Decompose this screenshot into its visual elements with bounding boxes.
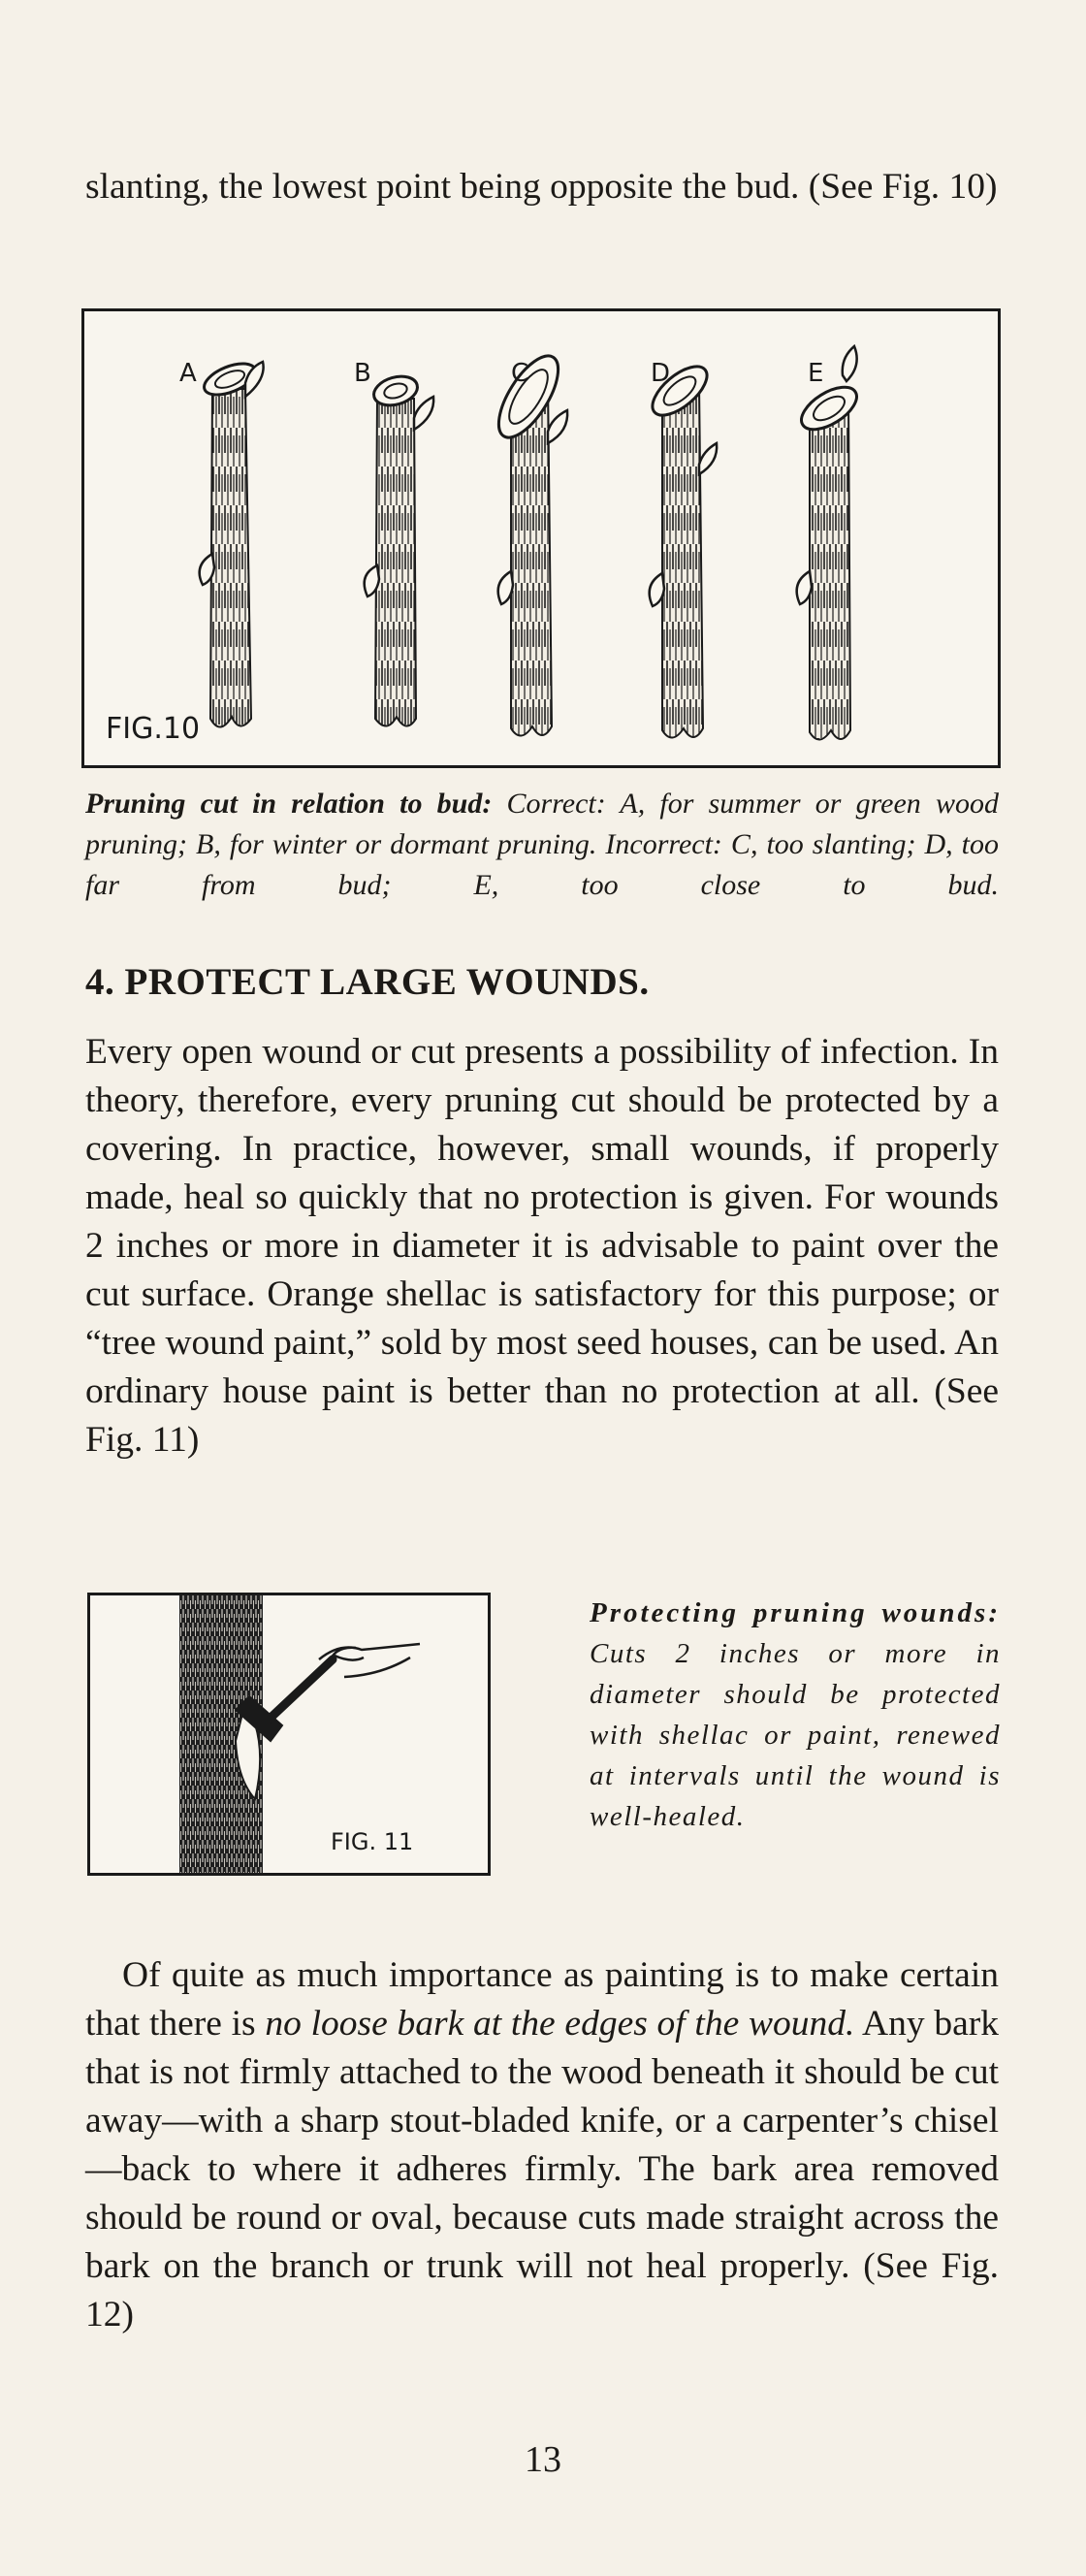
paragraph-loose-bark-start: Of quite as much importance as painting is to make certain that there is [85, 1955, 999, 2044]
tree-trunk [179, 1595, 263, 1873]
painting-wound-illustration [90, 1595, 488, 1873]
letter-b: B [354, 359, 371, 388]
branch-b [365, 371, 434, 725]
figure-10-label: FIG.10 [106, 712, 201, 746]
branch-e [794, 346, 863, 740]
paragraph-loose-bark-end: Any bark that is not firmly attached to the wood beneath it should be cut away—with a sharp stout-bladed knife, or a carpenter’s chisel—back to where it adheres firmly. The bark area removed should be round or oval, because cuts made straight across the bark on the branch or trunk will not heal properly. (See Fig. 12) [85, 2004, 999, 2334]
paragraph-protect-wounds: Every open wound or cut presents a possibility of infection. In theory, therefore, every pruning cut should be protected by a covering. In practice, however, small wounds, if properly made, heal so quickly that no protection is given. For wounds 2 inches or more in diameter it is advisable to paint over the cut surface. Orange shellac is satisfactory for this purpose; or “tree wound paint,” sold by most seed houses, can be used. An ordinary house paint is better than no protection at all. (See Fig. 11) [85, 1032, 999, 1460]
pruning-cuts-illustration [84, 311, 998, 765]
figure-10-caption [85, 784, 999, 906]
branch-c [488, 347, 570, 736]
figure-10-caption-lead: Pruning cut in relation to bud: [85, 788, 493, 820]
figure-11 [87, 1593, 491, 1876]
figure-10 [81, 308, 1001, 768]
paragraph-loose-bark [85, 1951, 999, 2339]
section-heading: 4. PROTECT LARGE WOUNDS. [85, 961, 650, 1003]
figure-11-caption-lead: Protecting pruning wounds: [590, 1597, 1001, 1628]
paragraph-loose-bark-emphasis: no loose bark at the edges of the wound. [265, 2004, 855, 2044]
page-number: 13 [525, 2439, 561, 2480]
figure-10-caption-body: Correct: A, for summer or green wood pruning; B, for winter or dormant pruning. Incorrect: C, too slanting; D, too far from bud; E, too close to bud. [85, 788, 1000, 901]
letter-a: A [179, 359, 197, 388]
letter-d: D [651, 359, 671, 388]
letter-e: E [808, 359, 824, 388]
figure-11-caption [590, 1593, 1001, 1837]
hand-with-brush [236, 1644, 420, 1741]
branch-a [200, 357, 264, 726]
figure-11-label: FIG. 11 [331, 1828, 414, 1855]
branch-d [645, 358, 718, 738]
figure-11-caption-body: Cuts 2 inches or more in diameter should be protected with shellac or paint, renewed at intervals until the wound is well-healed. [590, 1638, 1001, 1832]
letter-c: C [511, 359, 529, 388]
intro-text: slanting, the lowest point being opposite the bud. (See Fig. 10) [85, 167, 998, 207]
